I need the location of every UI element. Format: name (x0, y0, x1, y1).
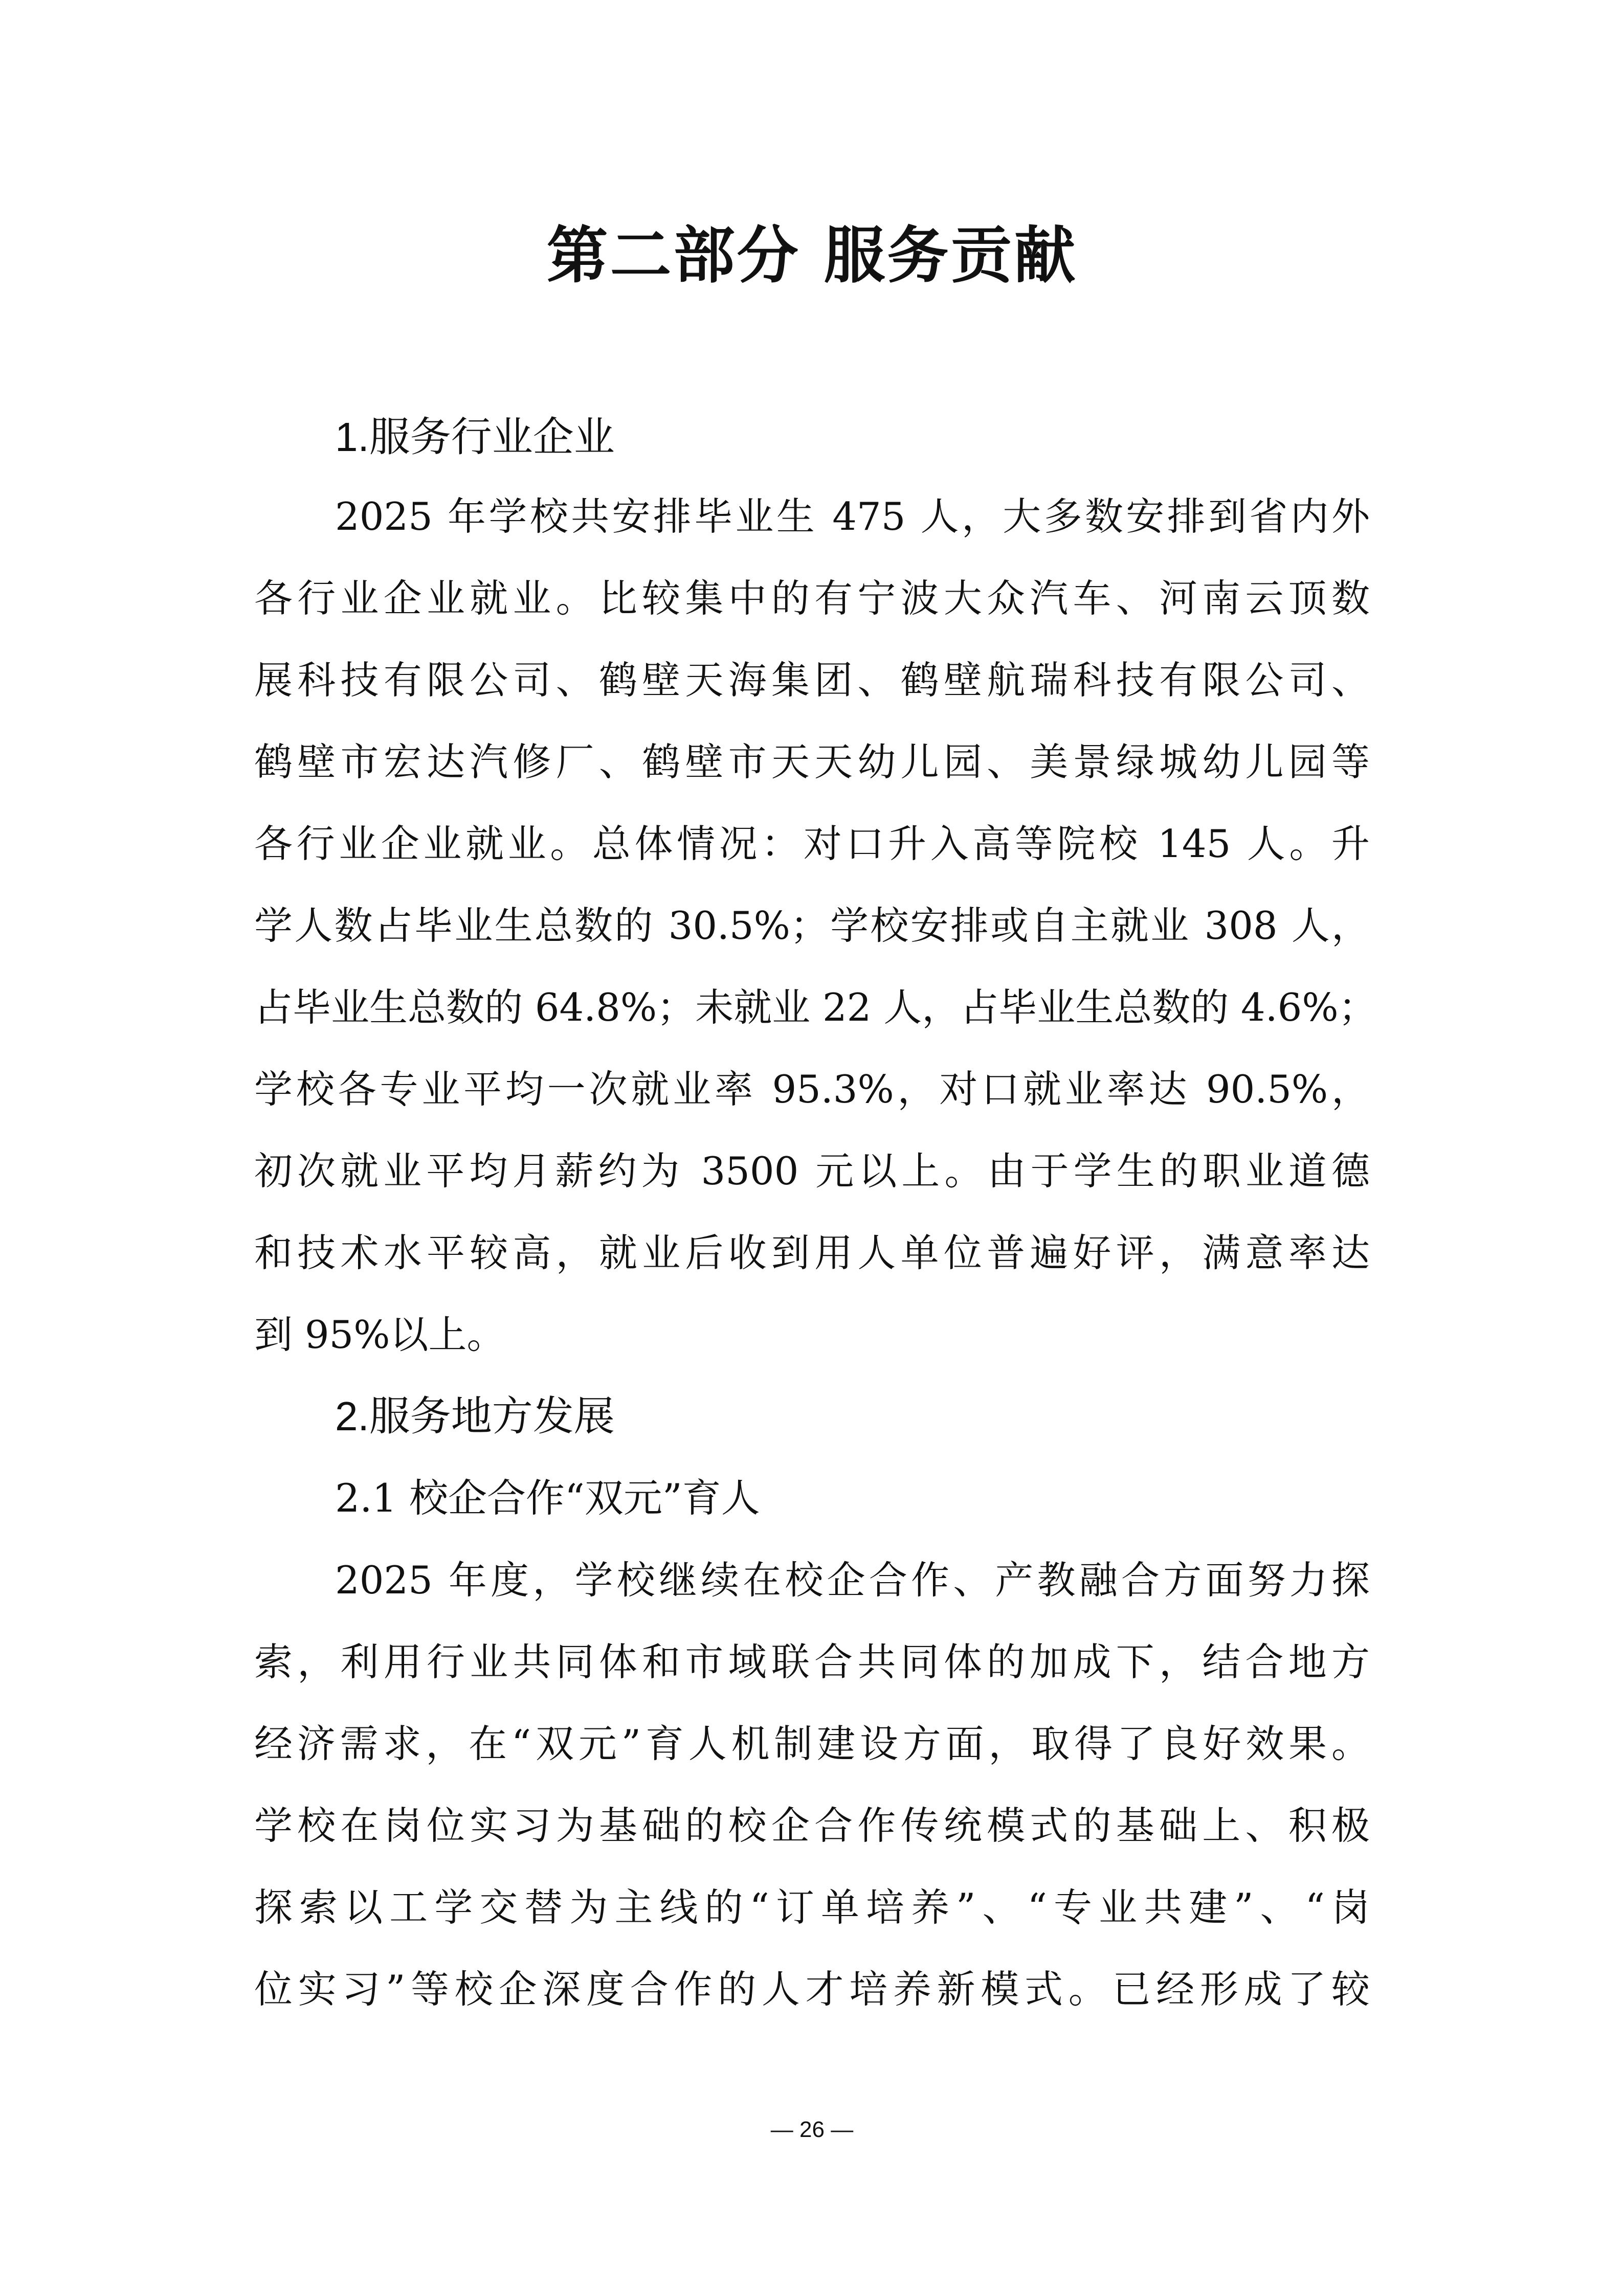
paragraph-line: 鹤壁市宏达汽修厂、鹤壁市天天幼儿园、美景绿城幼儿园等 (254, 739, 1370, 784)
paragraph-line: 探索以工学交替为主线的“订单培养”、“专业共建”、“岗 (254, 1885, 1370, 1930)
page-title: 第二部分 服务贡献 (546, 219, 1078, 291)
paragraph-line: 占毕业生总数的 64.8%；未就业 22 人，占毕业生总数的 4.6%； (254, 985, 1377, 1030)
paragraph-line: 2025 年学校共安排毕业生 475 人，大多数安排到省内外 (335, 494, 1370, 539)
section-heading-service-industry: 1.服务行业企业 (335, 414, 615, 460)
paragraph-line: 位实习”等校企深度合作的人才培养新模式。已经形成了较 (254, 1967, 1370, 2012)
paragraph-line: 索，利用行业共同体和市域联合共同体的加成下，结合地方 (254, 1639, 1370, 1684)
paragraph-line: 各行业企业就业。比较集中的有宁波大众汽车、河南云顶数 (254, 576, 1370, 621)
paragraph-line: 学校在岗位实习为基础的校企合作传统模式的基础上、积极 (254, 1803, 1370, 1848)
paragraph-line: 各行业企业就业。总体情况：对口升入高等院校 145 人。升 (254, 821, 1370, 866)
paragraph-line: 学人数占毕业生总数的 30.5%；学校安排或自主就业 308 人， (254, 903, 1370, 948)
paragraph-line: 展科技有限公司、鹤壁天海集团、鹤壁航瑞科技有限公司、 (254, 658, 1370, 703)
paragraph-line: 经济需求，在“双元”育人机制建设方面，取得了良好效果。 (254, 1721, 1370, 1766)
page-number: — 26 — (770, 2117, 854, 2142)
paragraph-line: 到 95%以上。 (254, 1312, 505, 1357)
paragraph-line: 和技术水平较高，就业后收到用人单位普遍好评，满意率达 (254, 1230, 1370, 1275)
section-heading-local-development: 2.服务地方发展 (335, 1393, 615, 1439)
paragraph-line: 初次就业平均月薪约为 3500 元以上。由于学生的职业道德 (254, 1149, 1370, 1194)
subsection-heading-school-enterprise: 2.1 校企合作“双元”育人 (335, 1475, 760, 1521)
paragraph-line: 学校各专业平均一次就业率 95.3%，对口就业率达 90.5%， (254, 1067, 1370, 1112)
paragraph-line: 2025 年度，学校继续在校企合作、产教融合方面努力探 (335, 1558, 1370, 1603)
